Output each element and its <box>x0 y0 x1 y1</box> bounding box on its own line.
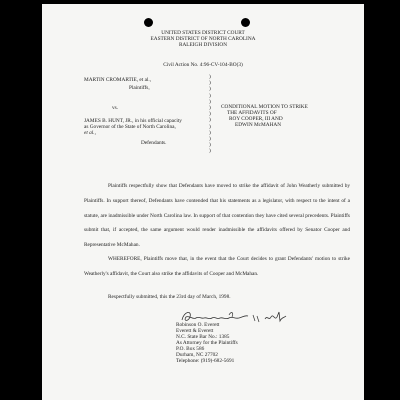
defendant-role: Defendants. <box>141 140 167 146</box>
plaintiff-role: Plaintiffs, <box>129 85 150 91</box>
punch-hole <box>144 18 153 27</box>
telephone: Telephone: (919)-682-5691 <box>176 358 235 364</box>
motion-title-1: CONDITIONAL MOTION TO STRIKE <box>221 104 308 110</box>
punch-hole <box>241 18 250 27</box>
signer-name: Robinson O. Everett <box>176 322 220 328</box>
po-box: P.O. Box 586 <box>176 346 205 352</box>
court-division: RALEIGH DIVISION <box>178 42 228 48</box>
body-paragraph-2: WHEREFORE, Plaintiffs move that, in the event that the Court decides to grant Defendants' motion to strike Weatherly's affidavit, the Court also strike the affidavits of Cooper and McMahan. <box>84 256 350 277</box>
law-firm: Everett & Everett <box>176 328 214 334</box>
motion-title-3: ROY COOPER, III AND <box>229 116 283 122</box>
civil-action-number: Civil Action No. 4:96-CV-104-BO(3) <box>163 62 243 68</box>
caption-bracket: ) ) ) ) ) ) ) ) ) ) ) ) ) <box>209 74 211 155</box>
motion-title-2: THE AFFIDAVITS OF <box>227 110 277 116</box>
defendant-line-1: JAMES B. HUNT, JR., in his official capacity <box>84 118 182 124</box>
document-page <box>42 4 364 400</box>
plaintiff-name: MARTIN CROMARTIE, et al., <box>84 77 152 83</box>
submission-date: Respectfully submitted, this the 23rd day of March, 1998. <box>108 294 231 300</box>
body-paragraph-1: Plaintiffs respectfully show that Defendants have moved to strike the affidavit of John Weatherly submitted by Plaintiffs. In support thereof, Defendants have contended that his statements as a legislator, with respect to the intent of a statute, are inadmissible under North Carolina law. In support of that contention they have cited several precedents. Plaintiffs submit that, if accepted, the same argument would render inadmissible the affidavits offered by Senator Cooper and Representative McMahan. <box>84 183 350 249</box>
city-state-zip: Durham, NC 27702 <box>176 352 218 358</box>
court-district: EASTERN DISTRICT OF NORTH CAROLINA <box>150 36 256 42</box>
versus-label: vs. <box>112 105 119 111</box>
bar-number: N.C. State Bar No.: 1385 <box>176 334 230 340</box>
court-name: UNITED STATES DISTRICT COURT <box>161 30 245 36</box>
defendant-line-2: as Governor of the State of North Carolina, <box>84 124 176 130</box>
defendant-line-3: et al., <box>84 130 96 136</box>
attorney-role: As Attorney for the Plaintiffs <box>176 340 238 346</box>
motion-title-4: EDWIN McMAHAN <box>235 122 282 128</box>
